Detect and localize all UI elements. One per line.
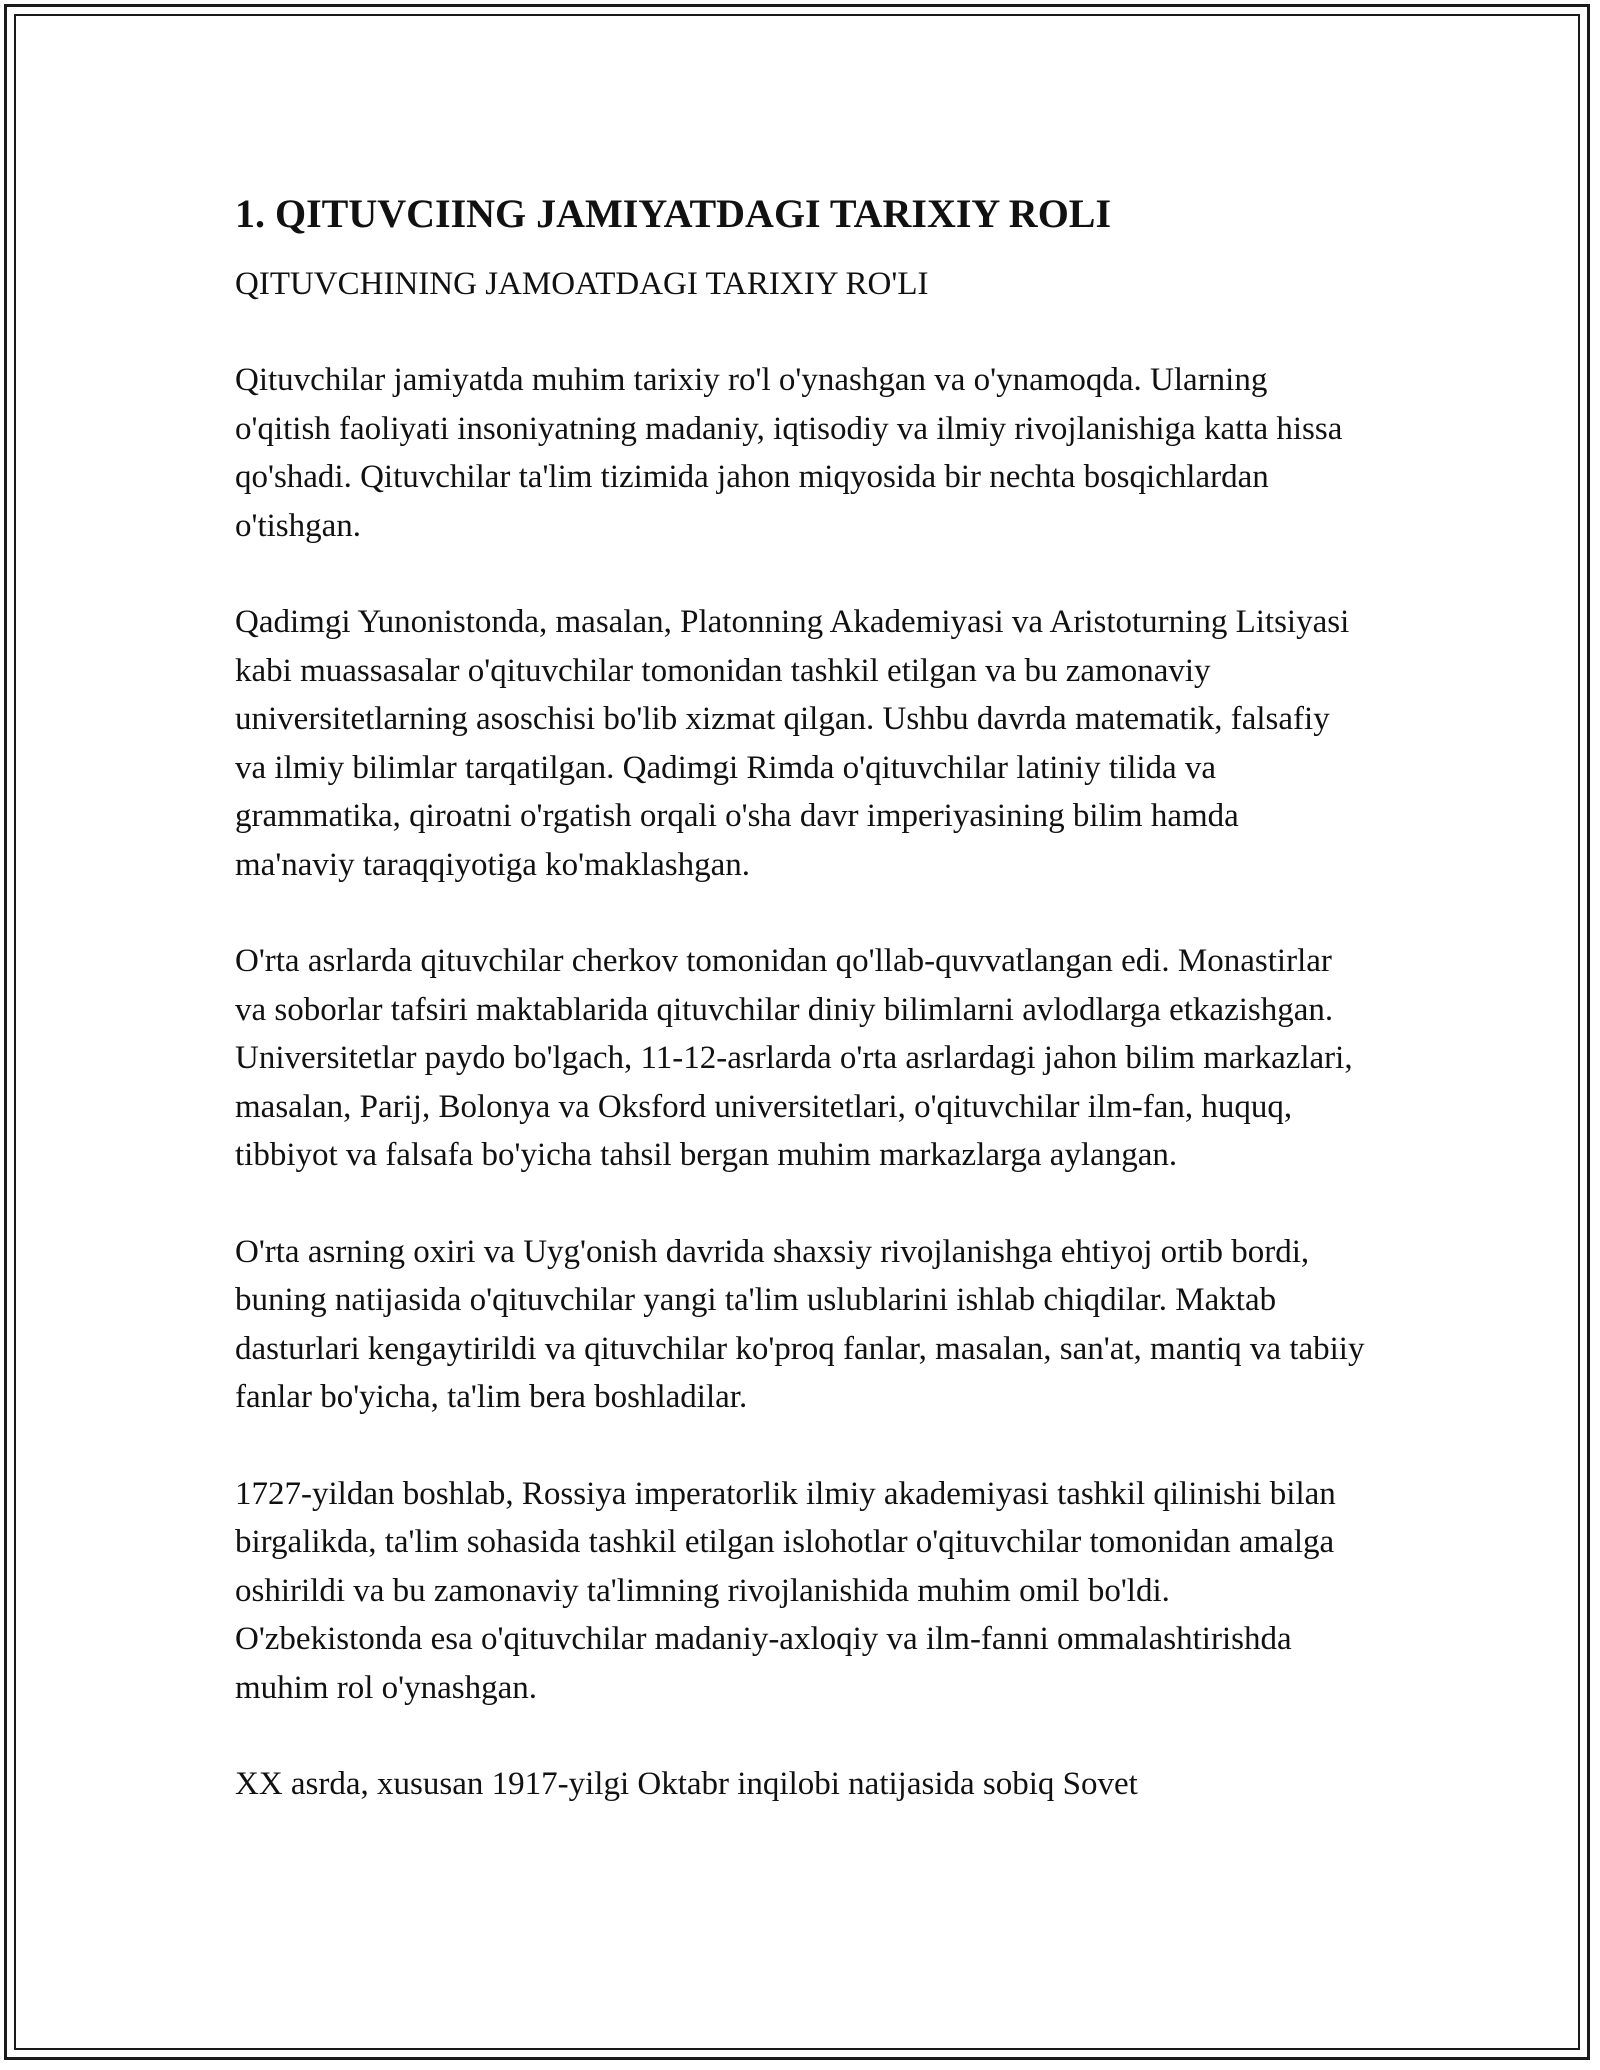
paragraph-5: 1727-yildan boshlab, Rossiya imperatorlik ilmiy akademiyasi tashkil qilinishi bilan birgalikda, ta'lim sohasida tashkil etilgan islohotlar o'qituvchilar tomonidan amalga oshirildi va bu zamonaviy ta'limning rivojlanishida muhim omil bo'ldi. O'zbekistonda esa o'qituvchilar madaniy-axloqiy va ilm-fanni ommalashtirishda muhim rol o'ynashgan.	[235, 1475, 1336, 1706]
paragraph-2: Qadimgi Yunonistonda, masalan, Platonning Akademiyasi va Aristoturning Litsiyasi kabi muassasalar o'qituvchilar tomonidan tashkil etilgan va bu zamonaviy universitetlarning asoschisi bo'lib xizmat qilgan. Ushbu davrda matematik, falsafiy va ilmiy bilimlar tarqatilgan. Qadimgi Rimda o'qituvchilar latiniy tilida va grammatika, qiroatni o'rgatish orqali o'sha davr imperiyasining bilim hamda ma'naviy taraqqiyotiga ko'maklashgan.	[235, 604, 1350, 883]
section-heading: 1. QITUVCIING JAMIYATDAGI TARIXIY ROLI	[235, 191, 1112, 236]
paragraph-3: O'rta asrlarda qituvchilar cherkov tomonidan qo'llab-quvvatlangan edi. Monastirlar va soborlar tafsiri maktablarida qituvchilar diniy bilimlarni avlodlarga etkazishgan. Universitetlar paydo bo'lgach, 11-12-asrlarda o'rta asrlardagi jahon bilim markazlari, masalan, Parij, Bolonya va Oksford universitetlari, o'qituvchilar ilm-fan, huquq, tibbiyot va falsafa bo'yicha tahsil bergan muhim markazlarga aylangan.	[235, 943, 1353, 1173]
paragraph-4: O'rta asrning oxiri va Uyg'onish davrida shaxsiy rivojlanishga ehtiyoj ortib bordi, buning natijasida o'qituvchilar yangi ta'lim uslublarini ishlab chiqdilar. Maktab dasturlari kengaytirildi va qituvchilar ko'proq fanlar, masalan, san'at, mantiq va tabiiy fanlar bo'yicha, ta'lim bera boshladilar.	[235, 1233, 1365, 1415]
section-subheading: QITUVCHINING JAMOATDAGI TARIXIY RO'LI	[235, 266, 929, 302]
document-body	[235, 190, 1365, 1809]
paragraph-1: Qituvchilar jamiyatda muhim tarixiy ro'l o'ynashgan va o'ynamoqda. Ularning o'qitish faoliyati insoniyatning madaniy, iqtisodiy va ilmiy rivojlanishiga katta hissa qo'shadi. Qituvchilar ta'lim tizimida jahon miqyosida bir nechta bosqichlardan o'tishgan.	[235, 362, 1343, 544]
paragraph-6: XX asrda, xususan 1917-yilgi Oktabr inqilobi natijasida sobiq Sovet	[235, 1766, 1138, 1802]
